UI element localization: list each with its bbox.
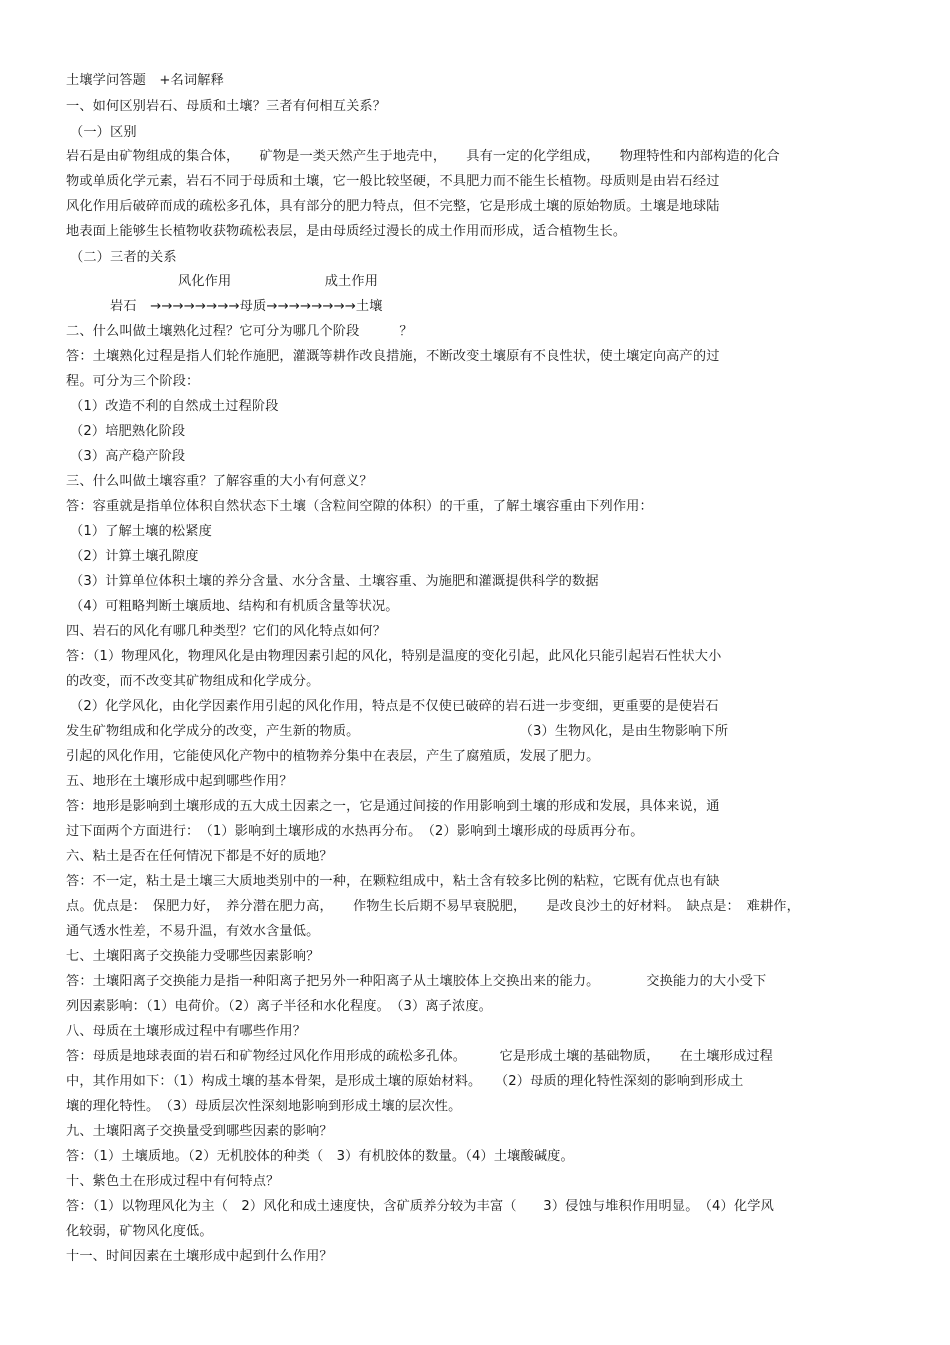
text-line: 点。优点是： 保肥力好， 养分潜在肥力高， 作物生长后期不易早衰脱肥， 是改良沙土的好材料。 缺点是： 难耕作， xyxy=(66,899,800,914)
text-line: 答：土壤熟化过程是指人们轮作施肥，灌溉等耕作改良措施，不断改变土壤原有不良性状，使土壤定向高产的过 xyxy=(66,349,720,364)
text-line: 程。可分为三个阶段： xyxy=(66,374,200,389)
list-item: （2）计算土壤孔隙度 xyxy=(70,549,199,564)
text-line: 中，其作用如下：（1）构成土壤的基本骨架，是形成土壤的原始材料。 （2）母质的理化特性深刻的影响到形成土 xyxy=(66,1074,744,1089)
list-item: （1）了解土壤的松紧度 xyxy=(70,524,212,539)
question-4-heading: 四、岩石的风化有哪几种类型？它们的风化特点如何？ xyxy=(66,624,387,639)
question-8-heading: 八、母质在土壤形成过程中有哪些作用？ xyxy=(66,1024,307,1039)
question-1-heading: 一、如何区别岩石、母质和土壤？三者有何相互关系？ xyxy=(66,99,387,114)
text-line: 答：土壤阳离子交换能力是指一种阳离子把另外一种阳离子从土壤胶体上交换出来的能力。 交换能力的大小受下 xyxy=(66,974,767,989)
text-line: 过下面两个方面进行： （1）影响到土壤形成的水热再分布。 （2）影响到土壤形成的母质再分布。 xyxy=(66,824,644,839)
text-line: 物或单质化学元素，岩石不同于母质和土壤，它一般比较坚硬，不具肥力而不能生长植物。母质则是由岩石经过 xyxy=(66,174,720,189)
list-item: （2）培肥熟化阶段 xyxy=(70,424,186,439)
question-10-heading: 十、紫色土在形成过程中有何特点？ xyxy=(66,1174,280,1189)
process-chain: 岩石 →→→→→→→→母质→→→→→→→→土壤 xyxy=(110,299,383,314)
text-line: 发生矿物组成和化学成分的改变，产生新的物质。 （3）生物风化，是由生物影响下所 xyxy=(66,724,729,739)
question-11-heading: 十一、时间因素在土壤形成中起到什么作用？ xyxy=(66,1249,333,1264)
text-line: 化较弱，矿物风化度低。 xyxy=(66,1224,213,1239)
text-line: 通气透水性差，不易升温，有效水含量低。 xyxy=(66,924,320,939)
text-line: 壤的理化特性。 （3）母质层次性深刻地影响到形成土壤的层次性。 xyxy=(66,1099,462,1114)
text-line: 答：母质是地球表面的岩石和矿物经过风化作用形成的疏松多孔体。 它是形成土壤的基础物质， 在土壤形成过程 xyxy=(66,1049,774,1064)
question-9-heading: 九、土壤阳离子交换量受到哪些因素的影响？ xyxy=(66,1124,333,1139)
list-item: （1）改造不利的自然成土过程阶段 xyxy=(70,399,279,414)
text-line: 答：（1）物理风化，物理风化是由物理因素引起的风化，特别是温度的变化引起，此风化只能引起岩石性状大小 xyxy=(66,649,722,664)
question-7-heading: 七、土壤阳离子交换能力受哪些因素影响？ xyxy=(66,949,320,964)
text-line: 答：（1）土壤质地。（2）无机胶体的种类（ 3）有机胶体的数量。（4）土壤酸碱度。 xyxy=(66,1149,574,1164)
list-item: （3）计算单位体积土壤的养分含量、水分含量、土壤容重、为施肥和灌溉提供科学的数据 xyxy=(70,574,599,589)
text-line: 风化作用后破碎而成的疏松多孔体，具有部分的肥力特点，但不完整，它是形成土壤的原始物质。土壤是地球陆 xyxy=(66,199,720,214)
text-line: 列因素影响：（1）电荷价。（2）离子半径和水化程度。 （3）离子浓度。 xyxy=(66,999,493,1014)
subheading-relationship: （二）三者的关系 xyxy=(70,250,177,265)
subheading-difference: （一）区别 xyxy=(70,125,137,140)
text-line: 岩石是由矿物组成的集合体， 矿物是一类天然产生于地壳中， 具有一定的化学组成， 物理特性和内部构造的化合 xyxy=(66,149,780,164)
question-3-heading: 三、什么叫做土壤容重？了解容重的大小有何意义？ xyxy=(66,474,373,489)
text-line: 的改变，而不改变其矿物组成和化学成分。 xyxy=(66,674,320,689)
text-line: 引起的风化作用，它能使风化产物中的植物养分集中在表层，产生了腐殖质，发展了肥力。 xyxy=(66,749,600,764)
document-title: 土壤学问答题 +名词解释 xyxy=(66,73,224,88)
question-2-heading: 二、什么叫做土壤熟化过程？它可分为哪几个阶段 ？ xyxy=(66,324,413,339)
text-line: （2）化学风化，由化学因素作用引起的风化作用，特点是不仅使已破碎的岩石进一步变细，更重要的是使岩石 xyxy=(70,699,719,714)
question-6-heading: 六、粘土是否在任何情况下都是不好的质地？ xyxy=(66,849,333,864)
text-line: 答：不一定，粘土是土壤三大质地类别中的一种，在颗粒组成中，粘土含有较多比例的粘粒，它既有优点也有缺 xyxy=(66,874,720,889)
text-line: 答：地形是影响到土壤形成的五大成土因素之一，它是通过间接的作用影响到土壤的形成和发展，具体来说，通 xyxy=(66,799,720,814)
list-item: （3）高产稳产阶段 xyxy=(70,449,186,464)
text-line: 答：（1）以物理风化为主（ 2）风化和成土速度快，含矿质养分较为丰富（ 3）侵蚀与堆积作用明显。 （4）化学风 xyxy=(66,1199,774,1214)
question-5-heading: 五、地形在土壤形成中起到哪些作用？ xyxy=(66,774,293,789)
list-item: （4）可粗略判断土壤质地、结构和有机质含量等状况。 xyxy=(70,599,399,614)
text-line: 地表面上能够生长植物收获物疏松表层，是由母质经过漫长的成土作用而形成，适合植物生长。 xyxy=(66,224,627,239)
process-labels: 风化作用 成土作用 xyxy=(178,274,379,289)
text-line: 答：容重就是指单位体积自然状态下土壤（含粒间空隙的体积）的干重，了解土壤容重由下列作用： xyxy=(66,499,653,514)
